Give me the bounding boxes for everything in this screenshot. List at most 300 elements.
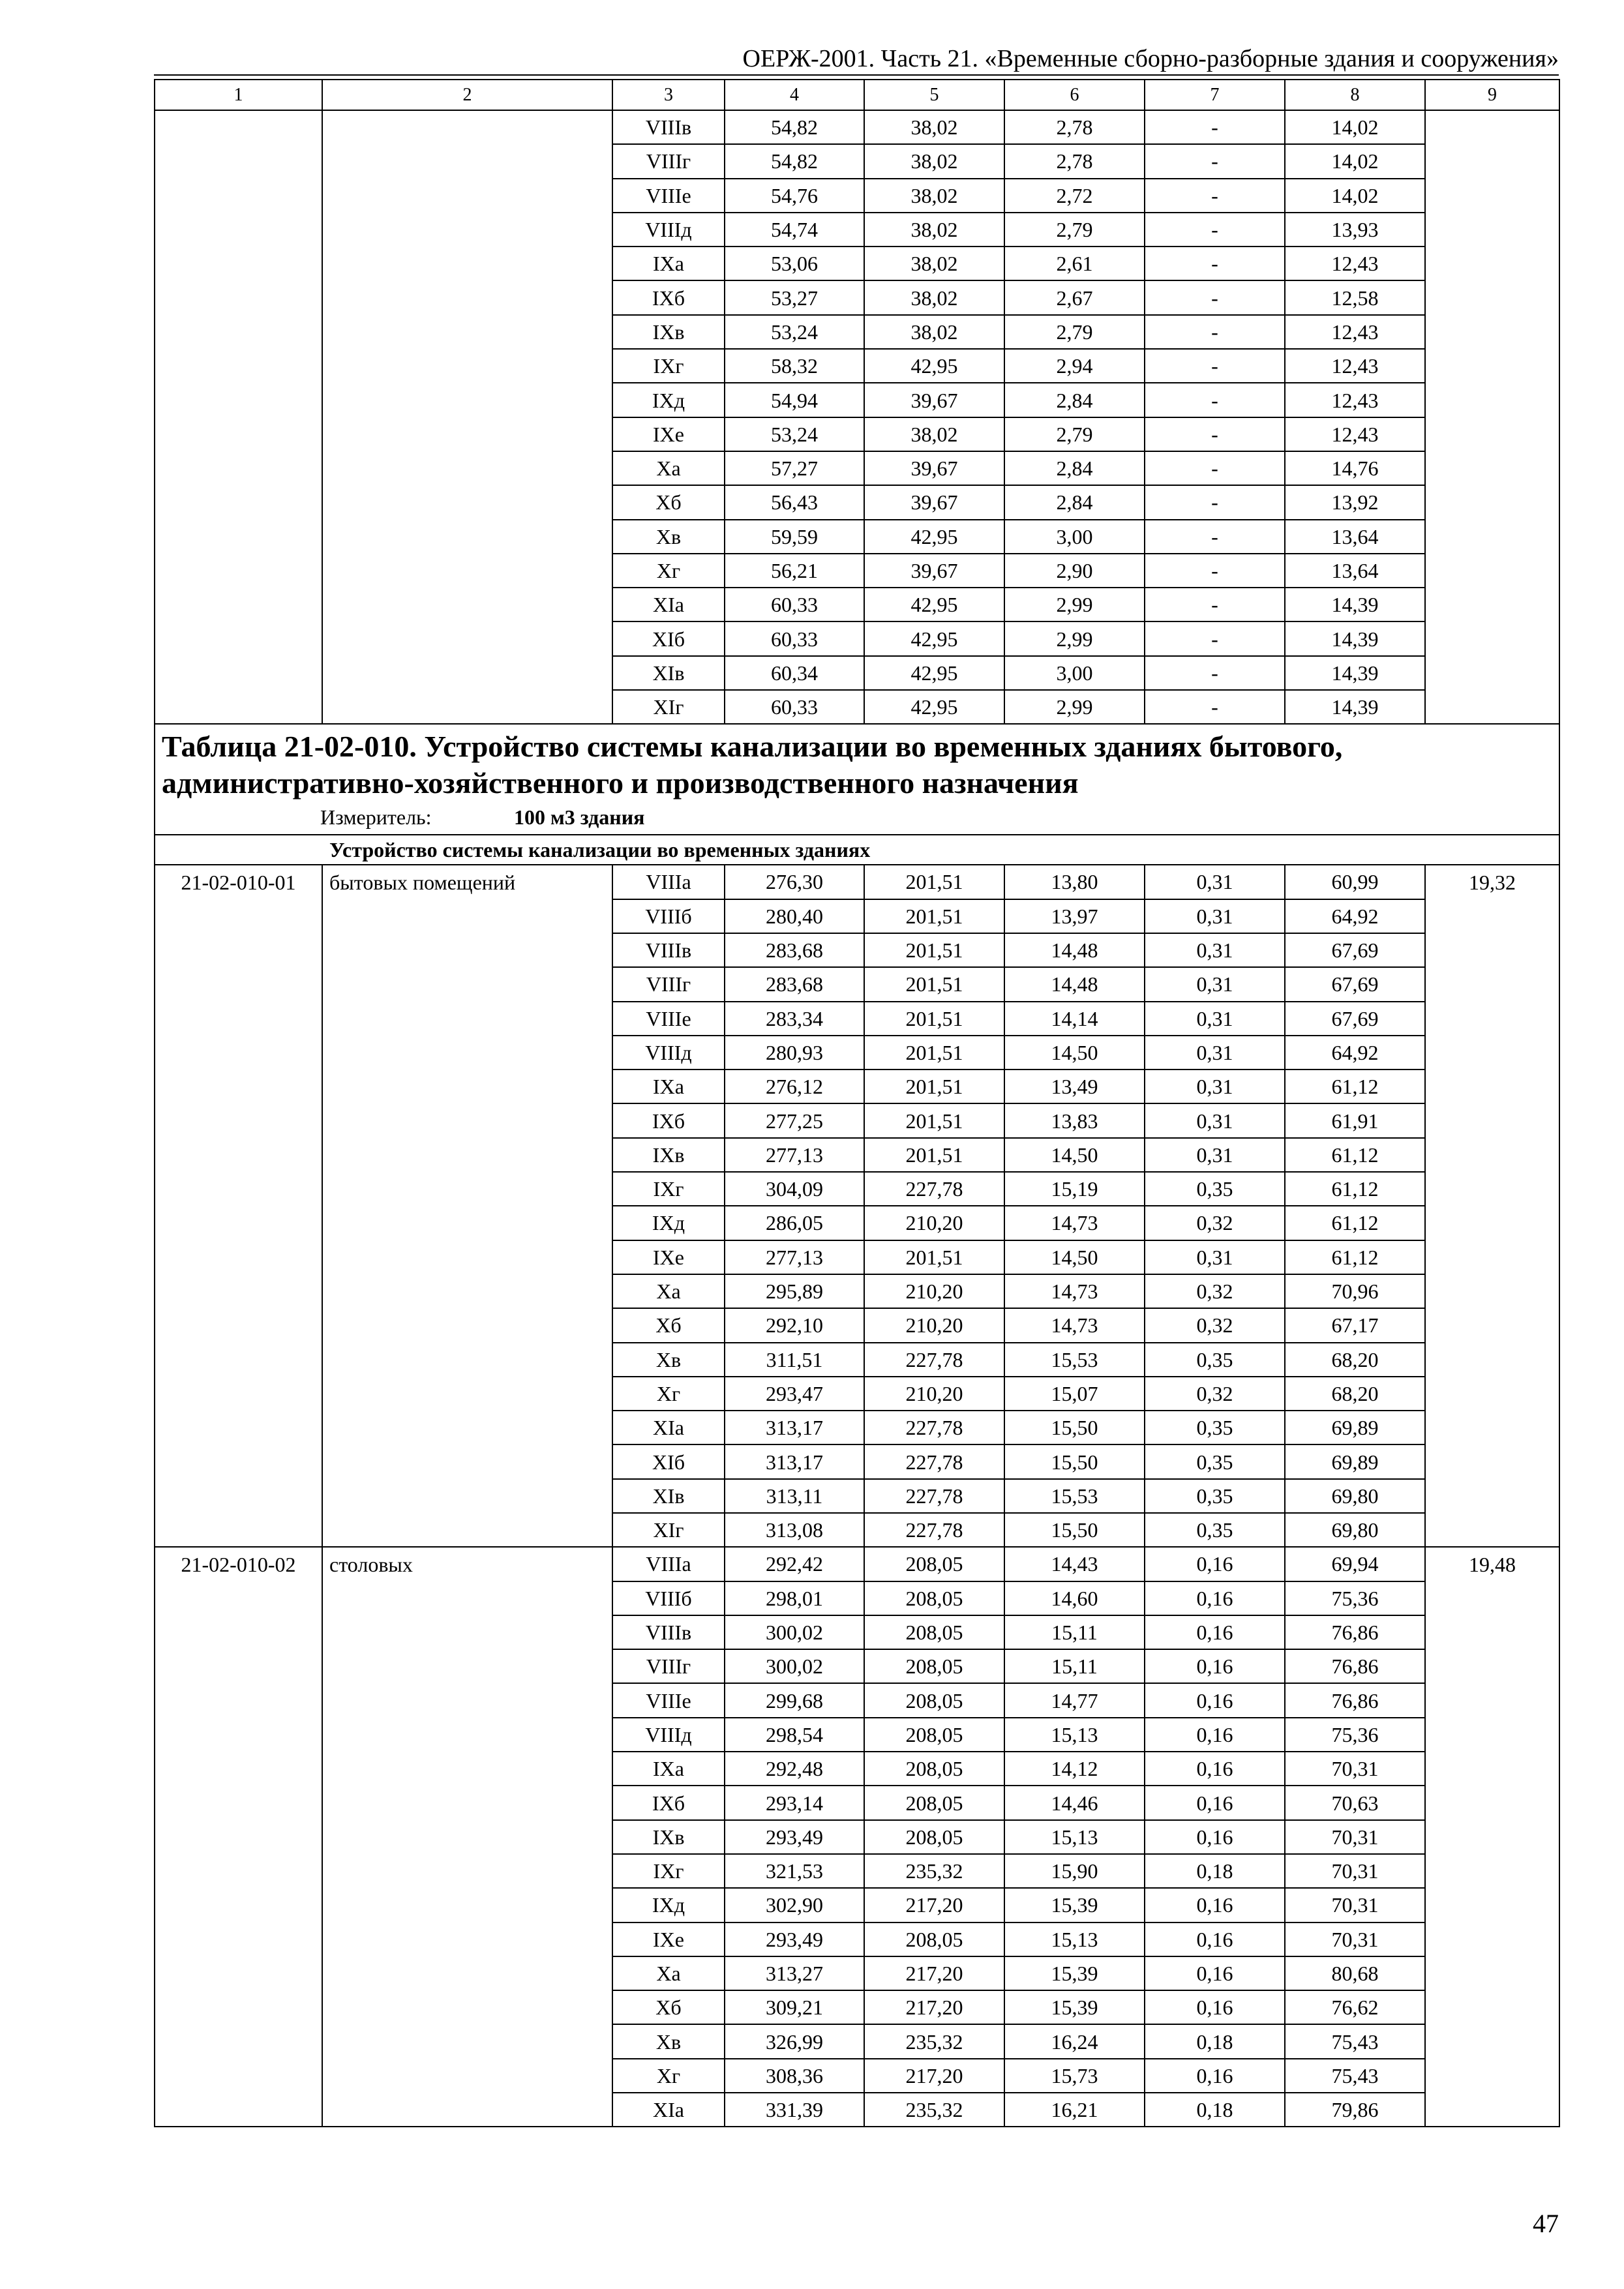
machinist-wages-cell: - — [1145, 621, 1285, 655]
total-cost-cell: 292,10 — [725, 1308, 864, 1342]
per-unit-cell — [1425, 110, 1559, 724]
subgroup-cell: IXб — [612, 1786, 725, 1819]
materials-cell: 14,76 — [1285, 451, 1425, 485]
running-header: ОЕРЖ-2001. Часть 21. «Временные сборно-разборные здания и сооружения» — [742, 45, 1559, 72]
wages-cell: 42,95 — [864, 690, 1004, 724]
machinist-wages-cell: 0,16 — [1145, 1786, 1285, 1819]
wages-cell: 201,51 — [864, 1002, 1004, 1036]
wages-cell: 210,20 — [864, 1308, 1004, 1342]
subgroup-cell: Xб — [612, 485, 725, 519]
subgroup-cell: IXе — [612, 1240, 725, 1274]
total-cost-cell: 54,74 — [725, 213, 864, 247]
machine-cost-cell: 14,43 — [1004, 1547, 1145, 1581]
machinist-wages-cell: - — [1145, 690, 1285, 724]
total-cost-cell: 58,32 — [725, 349, 864, 383]
machine-cost-cell: 16,24 — [1004, 2024, 1145, 2058]
machinist-wages-cell: - — [1145, 110, 1285, 144]
machine-cost-cell: 14,60 — [1004, 1581, 1145, 1615]
total-cost-cell: 298,54 — [725, 1718, 864, 1752]
wages-cell: 201,51 — [864, 1138, 1004, 1172]
materials-cell: 13,93 — [1285, 213, 1425, 247]
subgroup-cell: IXе — [612, 1922, 725, 1956]
total-cost-cell: 60,33 — [725, 588, 864, 621]
machinist-wages-cell: 0,16 — [1145, 1956, 1285, 1990]
unit-line — [162, 804, 1552, 830]
total-cost-cell: 300,02 — [725, 1649, 864, 1683]
machinist-wages-cell: 0,35 — [1145, 1343, 1285, 1377]
total-cost-cell: 54,82 — [725, 144, 864, 178]
subgroup-cell: VIIIд — [612, 1718, 725, 1752]
subgroup-cell: Xв — [612, 1343, 725, 1377]
total-cost-cell: 53,06 — [725, 247, 864, 280]
subgroup-cell: Xа — [612, 451, 725, 485]
materials-cell: 68,20 — [1285, 1343, 1425, 1377]
wages-cell: 208,05 — [864, 1581, 1004, 1615]
machinist-wages-cell: 0,32 — [1145, 1206, 1285, 1240]
subgroup-cell: VIIIг — [612, 967, 725, 1001]
machinist-wages-cell: 0,18 — [1145, 2024, 1285, 2058]
machinist-wages-cell: 0,31 — [1145, 865, 1285, 899]
subgroup-cell: VIIIб — [612, 1581, 725, 1615]
machine-cost-cell: 14,12 — [1004, 1752, 1145, 1786]
total-cost-cell: 300,02 — [725, 1615, 864, 1649]
machinist-wages-cell: 0,31 — [1145, 1103, 1285, 1137]
materials-cell: 70,31 — [1285, 1922, 1425, 1956]
total-cost-cell: 326,99 — [725, 2024, 864, 2058]
machinist-wages-cell: 0,35 — [1145, 1172, 1285, 1206]
subgroup-cell: VIIIе — [612, 1683, 725, 1717]
description-cell: столовых — [322, 1547, 612, 2127]
subgroup-cell: Xа — [612, 1956, 725, 1990]
machine-cost-cell: 15,39 — [1004, 1956, 1145, 1990]
wages-cell: 42,95 — [864, 621, 1004, 655]
subgroup-cell: VIIIд — [612, 1036, 725, 1070]
subgroup-cell: IXв — [612, 1138, 725, 1172]
machinist-wages-cell: 0,35 — [1145, 1444, 1285, 1478]
materials-cell: 75,43 — [1285, 2024, 1425, 2058]
machine-cost-cell: 2,90 — [1004, 554, 1145, 588]
machinist-wages-cell: 0,35 — [1145, 1411, 1285, 1444]
wages-cell: 38,02 — [864, 213, 1004, 247]
column-number-cell: 8 — [1285, 80, 1425, 110]
total-cost-cell: 311,51 — [725, 1343, 864, 1377]
total-cost-cell: 286,05 — [725, 1206, 864, 1240]
wages-cell: 42,95 — [864, 656, 1004, 690]
subgroup-cell: Xв — [612, 520, 725, 554]
wages-cell: 38,02 — [864, 315, 1004, 349]
machinist-wages-cell: 0,16 — [1145, 1649, 1285, 1683]
wages-cell: 235,32 — [864, 1854, 1004, 1888]
subgroup-cell: IXд — [612, 1888, 725, 1922]
machine-cost-cell: 2,94 — [1004, 349, 1145, 383]
materials-cell: 70,63 — [1285, 1786, 1425, 1819]
total-cost-cell: 280,40 — [725, 899, 864, 933]
materials-cell: 12,43 — [1285, 315, 1425, 349]
per-unit-cell: 19,48 — [1425, 1547, 1559, 2127]
subgroup-cell: IXа — [612, 1752, 725, 1786]
machine-cost-cell: 15,39 — [1004, 1888, 1145, 1922]
materials-cell: 76,86 — [1285, 1683, 1425, 1717]
subgroup-cell: XIа — [612, 2093, 725, 2127]
subgroup-cell: XIб — [612, 621, 725, 655]
machine-cost-cell: 14,50 — [1004, 1240, 1145, 1274]
machinist-wages-cell: 0,31 — [1145, 933, 1285, 967]
subgroup-cell: VIIIв — [612, 110, 725, 144]
machinist-wages-cell: - — [1145, 179, 1285, 213]
machinist-wages-cell: 0,16 — [1145, 1683, 1285, 1717]
total-cost-cell: 313,17 — [725, 1411, 864, 1444]
machine-cost-cell: 2,72 — [1004, 179, 1145, 213]
column-number-cell: 5 — [864, 80, 1004, 110]
wages-cell: 217,20 — [864, 1956, 1004, 1990]
machine-cost-cell: 14,73 — [1004, 1308, 1145, 1342]
column-number-cell: 6 — [1004, 80, 1145, 110]
materials-cell: 61,12 — [1285, 1240, 1425, 1274]
wages-cell: 201,51 — [864, 933, 1004, 967]
wages-cell: 38,02 — [864, 280, 1004, 314]
machine-cost-cell: 16,21 — [1004, 2093, 1145, 2127]
subgroup-cell: XIг — [612, 1513, 725, 1547]
wages-cell: 217,20 — [864, 2059, 1004, 2093]
subgroup-cell: Xг — [612, 2059, 725, 2093]
machinist-wages-cell: - — [1145, 520, 1285, 554]
materials-cell: 13,64 — [1285, 520, 1425, 554]
wages-cell: 42,95 — [864, 349, 1004, 383]
machine-cost-cell: 2,79 — [1004, 315, 1145, 349]
machine-cost-cell: 14,46 — [1004, 1786, 1145, 1819]
machinist-wages-cell: - — [1145, 451, 1285, 485]
section-row — [155, 835, 1559, 865]
wages-cell: 201,51 — [864, 865, 1004, 899]
total-cost-cell: 308,36 — [725, 2059, 864, 2093]
machine-cost-cell: 2,99 — [1004, 588, 1145, 621]
wages-cell: 210,20 — [864, 1377, 1004, 1411]
machine-cost-cell: 14,77 — [1004, 1683, 1145, 1717]
machinist-wages-cell: 0,35 — [1145, 1513, 1285, 1547]
wages-cell: 201,51 — [864, 1036, 1004, 1070]
wages-cell: 208,05 — [864, 1922, 1004, 1956]
materials-cell: 13,92 — [1285, 485, 1425, 519]
table-title: Таблица 21-02-010. Устройство системы канализации во временных зданиях бытового, административно-хозяйственного и производственного назначения — [162, 730, 1343, 800]
wages-cell: 208,05 — [864, 1752, 1004, 1786]
subgroup-cell: IXв — [612, 1820, 725, 1854]
materials-cell: 61,12 — [1285, 1070, 1425, 1103]
unit-label: Измеритель: — [320, 805, 432, 830]
total-cost-cell: 60,33 — [725, 621, 864, 655]
machinist-wages-cell: 0,31 — [1145, 1240, 1285, 1274]
subgroup-cell: IXб — [612, 1103, 725, 1137]
subgroup-cell: IXг — [612, 1854, 725, 1888]
total-cost-cell: 299,68 — [725, 1683, 864, 1717]
total-cost-cell: 313,27 — [725, 1956, 864, 1990]
materials-cell: 14,02 — [1285, 179, 1425, 213]
machine-cost-cell: 14,73 — [1004, 1274, 1145, 1308]
materials-cell: 68,20 — [1285, 1377, 1425, 1411]
machinist-wages-cell: 0,16 — [1145, 1718, 1285, 1752]
materials-cell: 69,89 — [1285, 1444, 1425, 1478]
table-row — [155, 1547, 1559, 1581]
subgroup-cell: Xб — [612, 1990, 725, 2024]
total-cost-cell: 56,43 — [725, 485, 864, 519]
subgroup-cell: XIв — [612, 656, 725, 690]
subgroup-cell: IXг — [612, 1172, 725, 1206]
materials-cell: 70,96 — [1285, 1274, 1425, 1308]
subgroup-cell: Xг — [612, 554, 725, 588]
subgroup-cell: VIIIг — [612, 1649, 725, 1683]
materials-cell: 12,43 — [1285, 383, 1425, 417]
total-cost-cell: 309,21 — [725, 1990, 864, 2024]
materials-cell: 64,92 — [1285, 1036, 1425, 1070]
machinist-wages-cell: 0,16 — [1145, 1990, 1285, 2024]
machinist-wages-cell: 0,16 — [1145, 1547, 1285, 1581]
total-cost-cell: 277,13 — [725, 1138, 864, 1172]
materials-cell: 70,31 — [1285, 1888, 1425, 1922]
total-cost-cell: 59,59 — [725, 520, 864, 554]
total-cost-cell: 293,47 — [725, 1377, 864, 1411]
subgroup-cell: IXд — [612, 383, 725, 417]
code-cell: 21-02-010-02 — [155, 1547, 322, 2127]
wages-cell: 208,05 — [864, 1649, 1004, 1683]
subgroup-cell: VIIIе — [612, 179, 725, 213]
machine-cost-cell: 15,13 — [1004, 1718, 1145, 1752]
machinist-wages-cell: - — [1145, 383, 1285, 417]
machinist-wages-cell: 0,16 — [1145, 2059, 1285, 2093]
wages-cell: 38,02 — [864, 144, 1004, 178]
total-cost-cell: 276,12 — [725, 1070, 864, 1103]
machine-cost-cell: 2,67 — [1004, 280, 1145, 314]
subgroup-cell: Xб — [612, 1308, 725, 1342]
subgroup-cell: VIIIд — [612, 213, 725, 247]
machine-cost-cell: 15,90 — [1004, 1854, 1145, 1888]
machinist-wages-cell: 0,16 — [1145, 1752, 1285, 1786]
machinist-wages-cell: - — [1145, 417, 1285, 451]
materials-cell: 67,69 — [1285, 967, 1425, 1001]
total-cost-cell: 293,14 — [725, 1786, 864, 1819]
subgroup-cell: IXг — [612, 349, 725, 383]
machinist-wages-cell: 0,31 — [1145, 1036, 1285, 1070]
total-cost-cell: 54,94 — [725, 383, 864, 417]
wages-cell: 217,20 — [864, 1990, 1004, 2024]
machine-cost-cell: 15,53 — [1004, 1479, 1145, 1513]
materials-cell: 76,86 — [1285, 1649, 1425, 1683]
machinist-wages-cell: 0,31 — [1145, 1138, 1285, 1172]
materials-cell: 76,62 — [1285, 1990, 1425, 2024]
wages-cell: 208,05 — [864, 1718, 1004, 1752]
machine-cost-cell: 15,11 — [1004, 1649, 1145, 1683]
total-cost-cell: 53,27 — [725, 280, 864, 314]
wages-cell: 210,20 — [864, 1206, 1004, 1240]
machine-cost-cell: 14,48 — [1004, 933, 1145, 967]
wages-cell: 39,67 — [864, 485, 1004, 519]
total-cost-cell: 293,49 — [725, 1820, 864, 1854]
machinist-wages-cell: - — [1145, 247, 1285, 280]
machinist-wages-cell: 0,16 — [1145, 1581, 1285, 1615]
total-cost-cell: 313,08 — [725, 1513, 864, 1547]
machine-cost-cell: 3,00 — [1004, 520, 1145, 554]
total-cost-cell: 283,68 — [725, 933, 864, 967]
subgroup-cell: IXб — [612, 280, 725, 314]
machine-cost-cell: 15,50 — [1004, 1513, 1145, 1547]
wages-cell: 210,20 — [864, 1274, 1004, 1308]
machine-cost-cell: 14,50 — [1004, 1138, 1145, 1172]
machine-cost-cell: 2,61 — [1004, 247, 1145, 280]
total-cost-cell: 280,93 — [725, 1036, 864, 1070]
description-cell: бытовых помещений — [322, 865, 612, 1547]
column-number-cell: 4 — [725, 80, 864, 110]
column-number-cell: 1 — [155, 80, 322, 110]
machine-cost-cell: 2,99 — [1004, 690, 1145, 724]
total-cost-cell: 56,21 — [725, 554, 864, 588]
subgroup-cell: IXе — [612, 417, 725, 451]
wages-cell: 39,67 — [864, 451, 1004, 485]
wages-cell: 235,32 — [864, 2093, 1004, 2127]
total-cost-cell: 54,76 — [725, 179, 864, 213]
machine-cost-cell: 15,50 — [1004, 1444, 1145, 1478]
machinist-wages-cell: 0,31 — [1145, 1070, 1285, 1103]
wages-cell: 39,67 — [864, 554, 1004, 588]
wages-cell: 208,05 — [864, 1786, 1004, 1819]
materials-cell: 12,43 — [1285, 247, 1425, 280]
materials-cell: 64,92 — [1285, 899, 1425, 933]
wages-cell: 38,02 — [864, 417, 1004, 451]
wages-cell: 42,95 — [864, 588, 1004, 621]
materials-cell: 12,58 — [1285, 280, 1425, 314]
total-cost-cell: 321,53 — [725, 1854, 864, 1888]
total-cost-cell: 295,89 — [725, 1274, 864, 1308]
machinist-wages-cell: 0,32 — [1145, 1308, 1285, 1342]
materials-cell: 75,36 — [1285, 1581, 1425, 1615]
wages-cell: 201,51 — [864, 1240, 1004, 1274]
wages-cell: 208,05 — [864, 1820, 1004, 1854]
materials-cell: 80,68 — [1285, 1956, 1425, 1990]
wages-cell: 227,78 — [864, 1479, 1004, 1513]
total-cost-cell: 277,25 — [725, 1103, 864, 1137]
machinist-wages-cell: - — [1145, 349, 1285, 383]
machinist-wages-cell: 0,31 — [1145, 967, 1285, 1001]
subgroup-cell: IXв — [612, 315, 725, 349]
materials-cell: 69,80 — [1285, 1479, 1425, 1513]
subgroup-cell: VIIIб — [612, 899, 725, 933]
subgroup-cell: VIIIг — [612, 144, 725, 178]
machine-cost-cell: 15,50 — [1004, 1411, 1145, 1444]
total-cost-cell: 292,42 — [725, 1547, 864, 1581]
subgroup-cell: IXа — [612, 247, 725, 280]
materials-cell: 61,91 — [1285, 1103, 1425, 1137]
machine-cost-cell: 2,79 — [1004, 417, 1145, 451]
subgroup-cell: VIIIа — [612, 1547, 725, 1581]
subgroup-cell: IXд — [612, 1206, 725, 1240]
total-cost-cell: 283,68 — [725, 967, 864, 1001]
total-cost-cell: 292,48 — [725, 1752, 864, 1786]
materials-cell: 13,64 — [1285, 554, 1425, 588]
materials-cell: 67,69 — [1285, 933, 1425, 967]
materials-cell: 61,12 — [1285, 1206, 1425, 1240]
total-cost-cell: 313,17 — [725, 1444, 864, 1478]
wages-cell: 208,05 — [864, 1547, 1004, 1581]
machine-cost-cell: 2,84 — [1004, 451, 1145, 485]
rates-table — [154, 79, 1560, 2127]
materials-cell: 69,89 — [1285, 1411, 1425, 1444]
column-number-cell: 3 — [612, 80, 725, 110]
total-cost-cell: 53,24 — [725, 417, 864, 451]
wages-cell: 227,78 — [864, 1343, 1004, 1377]
subgroup-cell: IXа — [612, 1070, 725, 1103]
machine-cost-cell: 3,00 — [1004, 656, 1145, 690]
total-cost-cell: 53,24 — [725, 315, 864, 349]
materials-cell: 12,43 — [1285, 417, 1425, 451]
machine-cost-cell: 15,53 — [1004, 1343, 1145, 1377]
table-row — [155, 110, 1559, 144]
materials-cell: 14,02 — [1285, 110, 1425, 144]
materials-cell: 70,31 — [1285, 1854, 1425, 1888]
subgroup-cell: XIа — [612, 588, 725, 621]
machinist-wages-cell: 0,18 — [1145, 2093, 1285, 2127]
machinist-wages-cell: 0,16 — [1145, 1820, 1285, 1854]
machine-cost-cell: 2,84 — [1004, 383, 1145, 417]
machinist-wages-cell: - — [1145, 485, 1285, 519]
per-unit-cell: 19,32 — [1425, 865, 1559, 1547]
machine-cost-cell: 13,80 — [1004, 865, 1145, 899]
total-cost-cell: 57,27 — [725, 451, 864, 485]
table-title-block — [155, 724, 1559, 835]
materials-cell: 70,31 — [1285, 1820, 1425, 1854]
total-cost-cell: 54,82 — [725, 110, 864, 144]
machinist-wages-cell: 0,31 — [1145, 899, 1285, 933]
machine-cost-cell: 2,84 — [1004, 485, 1145, 519]
wages-cell: 42,95 — [864, 520, 1004, 554]
materials-cell: 69,80 — [1285, 1513, 1425, 1547]
column-number-cell: 9 — [1425, 80, 1559, 110]
subgroup-cell: VIIIв — [612, 933, 725, 967]
machinist-wages-cell: 0,16 — [1145, 1922, 1285, 1956]
code-cell: 21-02-010-01 — [155, 865, 322, 1547]
subgroup-cell: Xг — [612, 1377, 725, 1411]
machinist-wages-cell: - — [1145, 315, 1285, 349]
wages-cell: 38,02 — [864, 179, 1004, 213]
total-cost-cell: 276,30 — [725, 865, 864, 899]
machinist-wages-cell: - — [1145, 656, 1285, 690]
wages-cell: 227,78 — [864, 1411, 1004, 1444]
machine-cost-cell: 15,13 — [1004, 1922, 1145, 1956]
machine-cost-cell: 14,14 — [1004, 1002, 1145, 1036]
materials-cell: 75,36 — [1285, 1718, 1425, 1752]
table-title-row — [155, 724, 1559, 835]
total-cost-cell: 293,49 — [725, 1922, 864, 1956]
materials-cell: 75,43 — [1285, 2059, 1425, 2093]
materials-cell: 76,86 — [1285, 1615, 1425, 1649]
machinist-wages-cell: 0,31 — [1145, 1002, 1285, 1036]
materials-cell: 61,12 — [1285, 1172, 1425, 1206]
materials-cell: 60,99 — [1285, 865, 1425, 899]
total-cost-cell: 331,39 — [725, 2093, 864, 2127]
description-cell — [322, 110, 612, 724]
total-cost-cell: 313,11 — [725, 1479, 864, 1513]
wages-cell: 208,05 — [864, 1615, 1004, 1649]
wages-cell: 227,78 — [864, 1172, 1004, 1206]
machine-cost-cell: 15,07 — [1004, 1377, 1145, 1411]
subgroup-cell: XIв — [612, 1479, 725, 1513]
materials-cell: 14,39 — [1285, 621, 1425, 655]
machine-cost-cell: 2,79 — [1004, 213, 1145, 247]
machine-cost-cell: 2,78 — [1004, 110, 1145, 144]
total-cost-cell: 298,01 — [725, 1581, 864, 1615]
wages-cell: 208,05 — [864, 1683, 1004, 1717]
subgroup-cell: XIб — [612, 1444, 725, 1478]
total-cost-cell: 304,09 — [725, 1172, 864, 1206]
subgroup-cell: VIIIв — [612, 1615, 725, 1649]
machinist-wages-cell: - — [1145, 213, 1285, 247]
total-cost-cell: 60,34 — [725, 656, 864, 690]
